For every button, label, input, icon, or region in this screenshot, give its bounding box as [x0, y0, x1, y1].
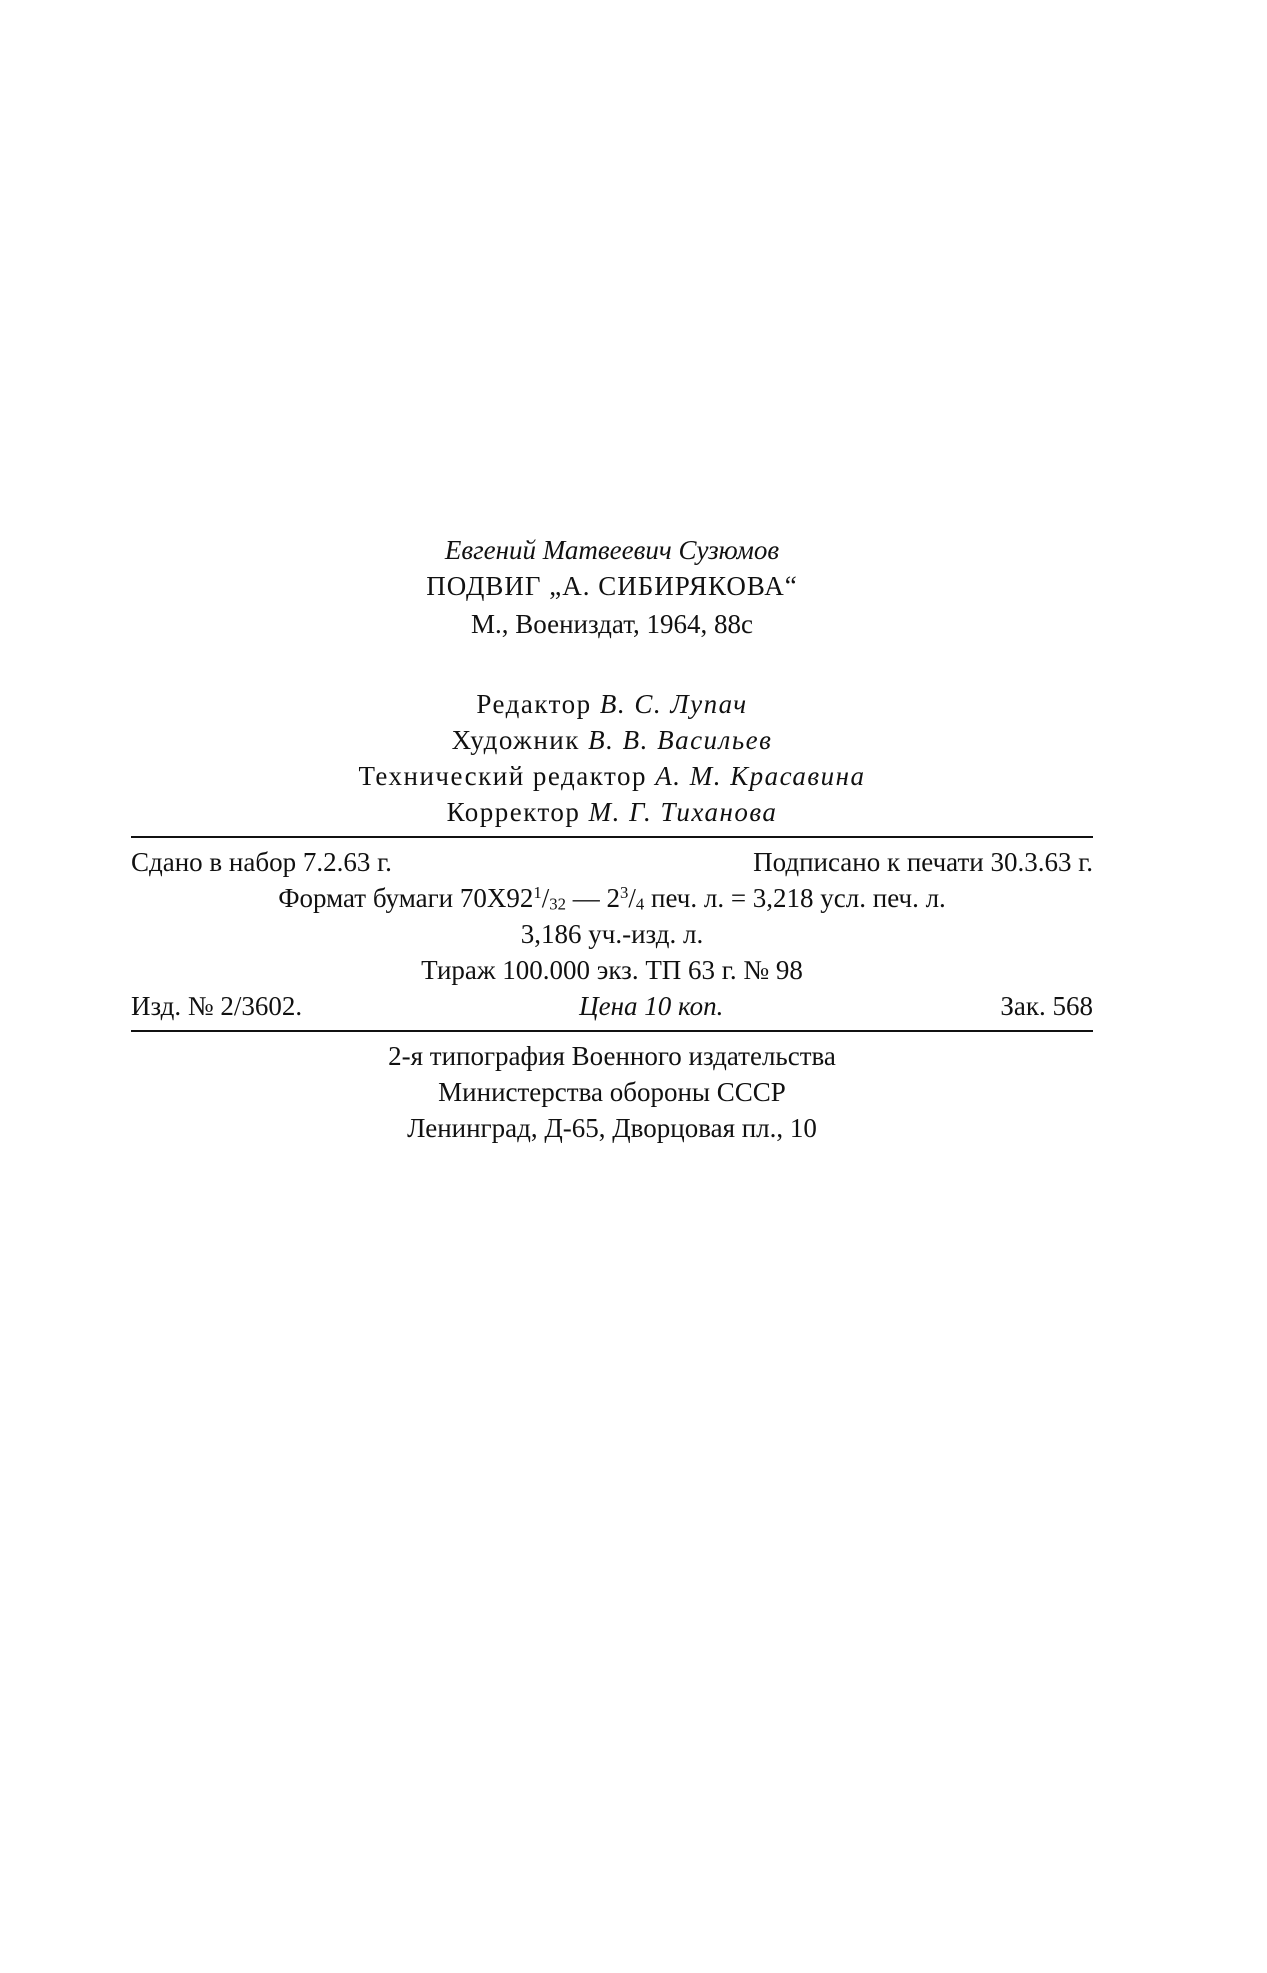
printer-info: [131, 1038, 1093, 1146]
credit-role: Редактор: [476, 689, 592, 719]
credit-tech-editor: [131, 758, 1093, 794]
print-run: Тираж 100.000 экз. ТП 63 г. № 98: [421, 955, 803, 985]
order-number: Зак. 568: [1000, 991, 1093, 1021]
credit-artist: [131, 722, 1093, 758]
credit-role: Технический редактор: [358, 761, 647, 791]
publication-info: М., Воениздат, 1964, 88с: [471, 609, 753, 639]
credit-role: Художник: [451, 725, 580, 755]
credit-person: М. Г. Тиханова: [588, 797, 778, 827]
credit-editor: [131, 686, 1093, 722]
printer-address: Ленинград, Д-65, Дворцовая пл., 10: [407, 1113, 817, 1143]
submitted-date: Сдано в набор 7.2.63 г.: [131, 847, 392, 877]
dates-row: [131, 844, 1093, 880]
credit-proofreader: [131, 794, 1093, 830]
price: Цена 10 коп.: [579, 991, 724, 1021]
credits-list: [131, 686, 1093, 830]
bottom-divider: [131, 1030, 1093, 1032]
paper-format: Формат бумаги $70Х92^1/_{32}$ — $2^3/_4$ печ. л. = 3,218 усл. печ. л.: [278, 882, 946, 914]
printer-ministry: Министерства обороны СССР: [438, 1077, 786, 1107]
credit-person: В. В. Васильев: [588, 725, 773, 755]
top-divider: [131, 836, 1093, 838]
printer-name: 2-я типография Военного издательства: [388, 1041, 836, 1071]
printing-details: [131, 844, 1093, 1024]
author-name: Евгений Матвеевич Сузюмов: [444, 535, 780, 565]
account-sheets: 3,186 уч.-изд. л.: [520, 919, 704, 949]
imprint-block: [131, 532, 1093, 1146]
credit-person: В. С. Лупач: [599, 689, 748, 719]
credit-role: Корректор: [446, 797, 581, 827]
edition-row: [131, 988, 1093, 1024]
edition-number: Изд. № 2/3602.: [131, 991, 303, 1021]
book-title: ПОДВИГ „А. СИБИРЯКОВА“: [426, 571, 798, 601]
credit-person: А. М. Красавина: [655, 761, 866, 791]
signed-date: Подписано к печати 30.3.63 г.: [753, 847, 1093, 877]
